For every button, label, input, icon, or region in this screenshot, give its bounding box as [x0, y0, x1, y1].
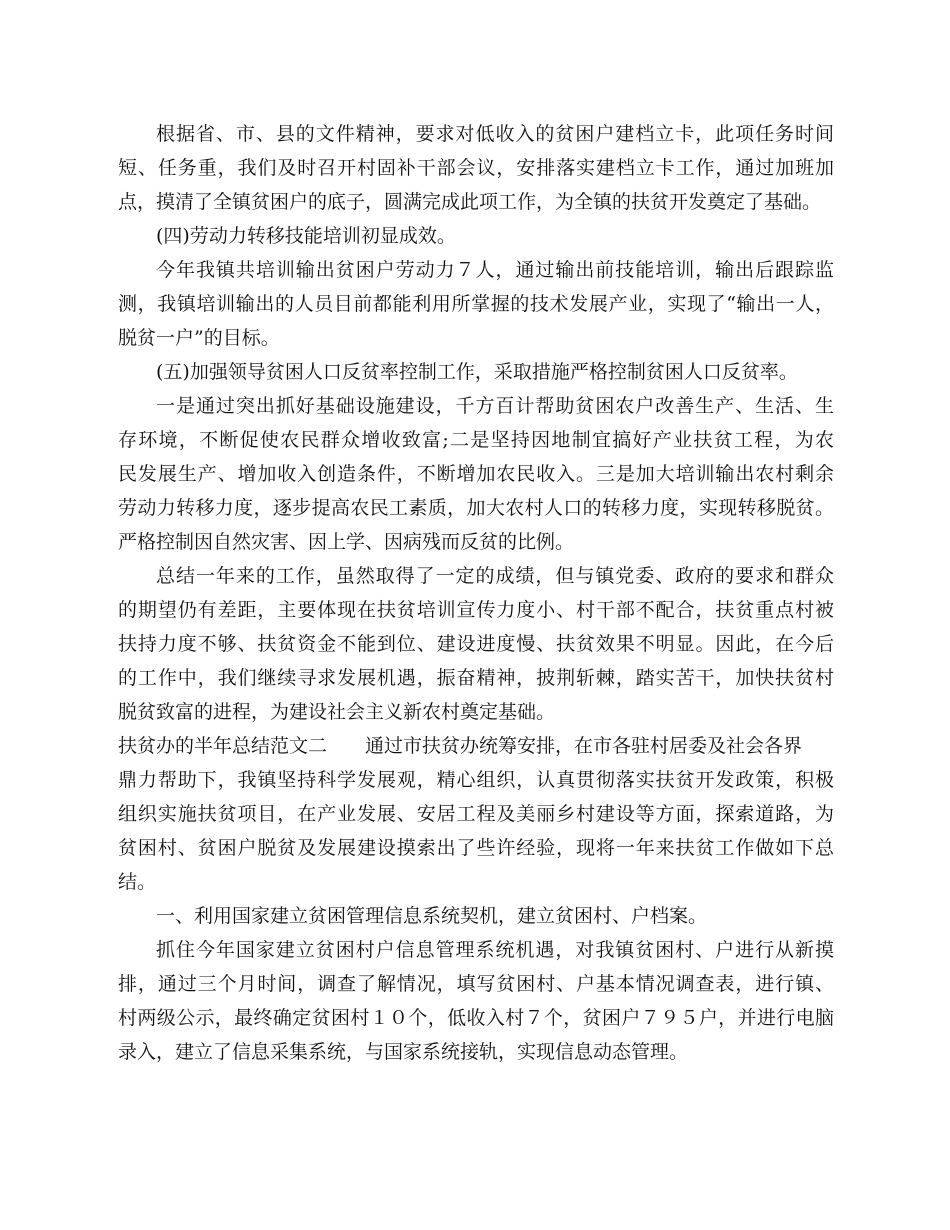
text-line: 今年我镇共培训输出贫困户劳动力７人，通过输出前技能培训，输出后跟踪监 — [156, 259, 834, 281]
text-line: 脱贫一户”的目标。 — [118, 327, 280, 349]
paragraph-summary — [118, 559, 834, 729]
text-line: 一是通过突出抓好基础设施建设，千方百计帮助贫困农户改善生产、生活、生 — [156, 395, 834, 417]
text-line: 的期望仍有差距，主要体现在扶贫培训宣传力度小、村干部不配合，扶贫重点村被 — [118, 599, 834, 621]
text-line: 鼎力帮助下，我镇坚持科学发展观，精心组织，认真贯彻落实扶贫开发政策，积极 — [118, 769, 834, 791]
text-line: 根据省、市、县的文件精神，要求对低收入的贫困户建档立卡，此项任务时间 — [156, 123, 834, 145]
text-line — [118, 729, 834, 763]
text-line: 录入，建立了信息采集系统，与国家系统接轨，实现信息动态管理。 — [118, 1041, 689, 1063]
text-line: 贫困村、贫困户脱贫及发展建设摸索出了些许经验，现将一年来扶贫工作做如下总 — [118, 837, 834, 859]
text-line: 抓住今年国家建立贫困村户信息管理系统机遇，对我镇贫困村、户进行从新摸 — [156, 939, 834, 961]
text-line: 一、利用国家建立贫困管理信息系统契机，建立贫困村、户档案。 — [156, 905, 708, 927]
text-line-content: 通过市扶贫办统筹安排，在市各驻村居委及社会各界 — [365, 735, 803, 757]
document-title: 扶贫办的半年总结范文二 — [118, 735, 328, 757]
text-line: 的工作中，我们继续寻求发展机遇，振奋精神，披荆斩棘，踏实苦干，加快扶贫村 — [118, 667, 834, 689]
text-line: 排，通过三个月时间，调查了解情况，填写贫困村、户基本情况调查表，进行镇、 — [118, 973, 834, 995]
text-line: 严格控制因自然灾害、因上学、因病残而反贫的比例。 — [118, 531, 575, 553]
text-line: 存环境，不断促使农民群众增收致富;二是坚持因地制宜搞好产业扶贫工程，为农 — [118, 429, 834, 451]
text-line: (五)加强领导贫困人口反贫率控制工作，采取措施严格控制贫困人口反贫率。 — [156, 361, 798, 383]
text-line: 结。 — [118, 871, 157, 893]
document-page — [118, 117, 834, 1069]
text-line: 总结一年来的工作，虽然取得了一定的成绩，但与镇党委、政府的要求和群众 — [156, 565, 834, 587]
text-line: 测，我镇培训输出的人员目前都能利用所掌握的技术发展产业，实现了“输出一人， — [118, 293, 834, 315]
section-heading-info-system — [118, 899, 834, 933]
paragraph-labor-training — [118, 253, 834, 355]
paragraph-archive-cards — [118, 117, 834, 219]
text-line: 劳动力转移力度，逐步提高农民工素质，加大农村人口的转移力度，实现转移脱贫。 — [118, 497, 834, 519]
text-line: 民发展生产、增加收入创造条件，不断增加农民收入。三是加大培训输出农村剩余 — [118, 463, 834, 485]
text-line: (四)劳动力转移技能培训初显成效。 — [156, 225, 456, 247]
section-heading-labor-training — [118, 219, 834, 253]
text-line: 村两级公示，最终确定贫困村１０个，低收入村７个，贫困户７９５户，并进行电脑 — [118, 1007, 834, 1029]
section-heading-poverty-return-control — [118, 355, 834, 389]
text-line: 脱贫致富的进程，为建设社会主义新农村奠定基础。 — [118, 701, 556, 723]
text-line: 点，摸清了全镇贫困户的底子，圆满完成此项工作，为全镇的扶贫开发奠定了基础。 — [118, 191, 822, 213]
text-line: 短、任务重，我们及时召开村固补干部会议，安排落实建档立卡工作，通过加班加 — [118, 157, 834, 179]
paragraph-sample-two — [118, 729, 834, 899]
paragraph-poverty-return-control — [118, 389, 834, 559]
paragraph-info-system — [118, 933, 834, 1069]
text-line: 组织实施扶贫项目，在产业发展、安居工程及美丽乡村建设等方面，探索道路，为 — [118, 803, 834, 825]
text-line: 扶持力度不够、扶贫资金不能到位、建设进度慢、扶贫效果不明显。因此，在今后 — [118, 633, 834, 655]
